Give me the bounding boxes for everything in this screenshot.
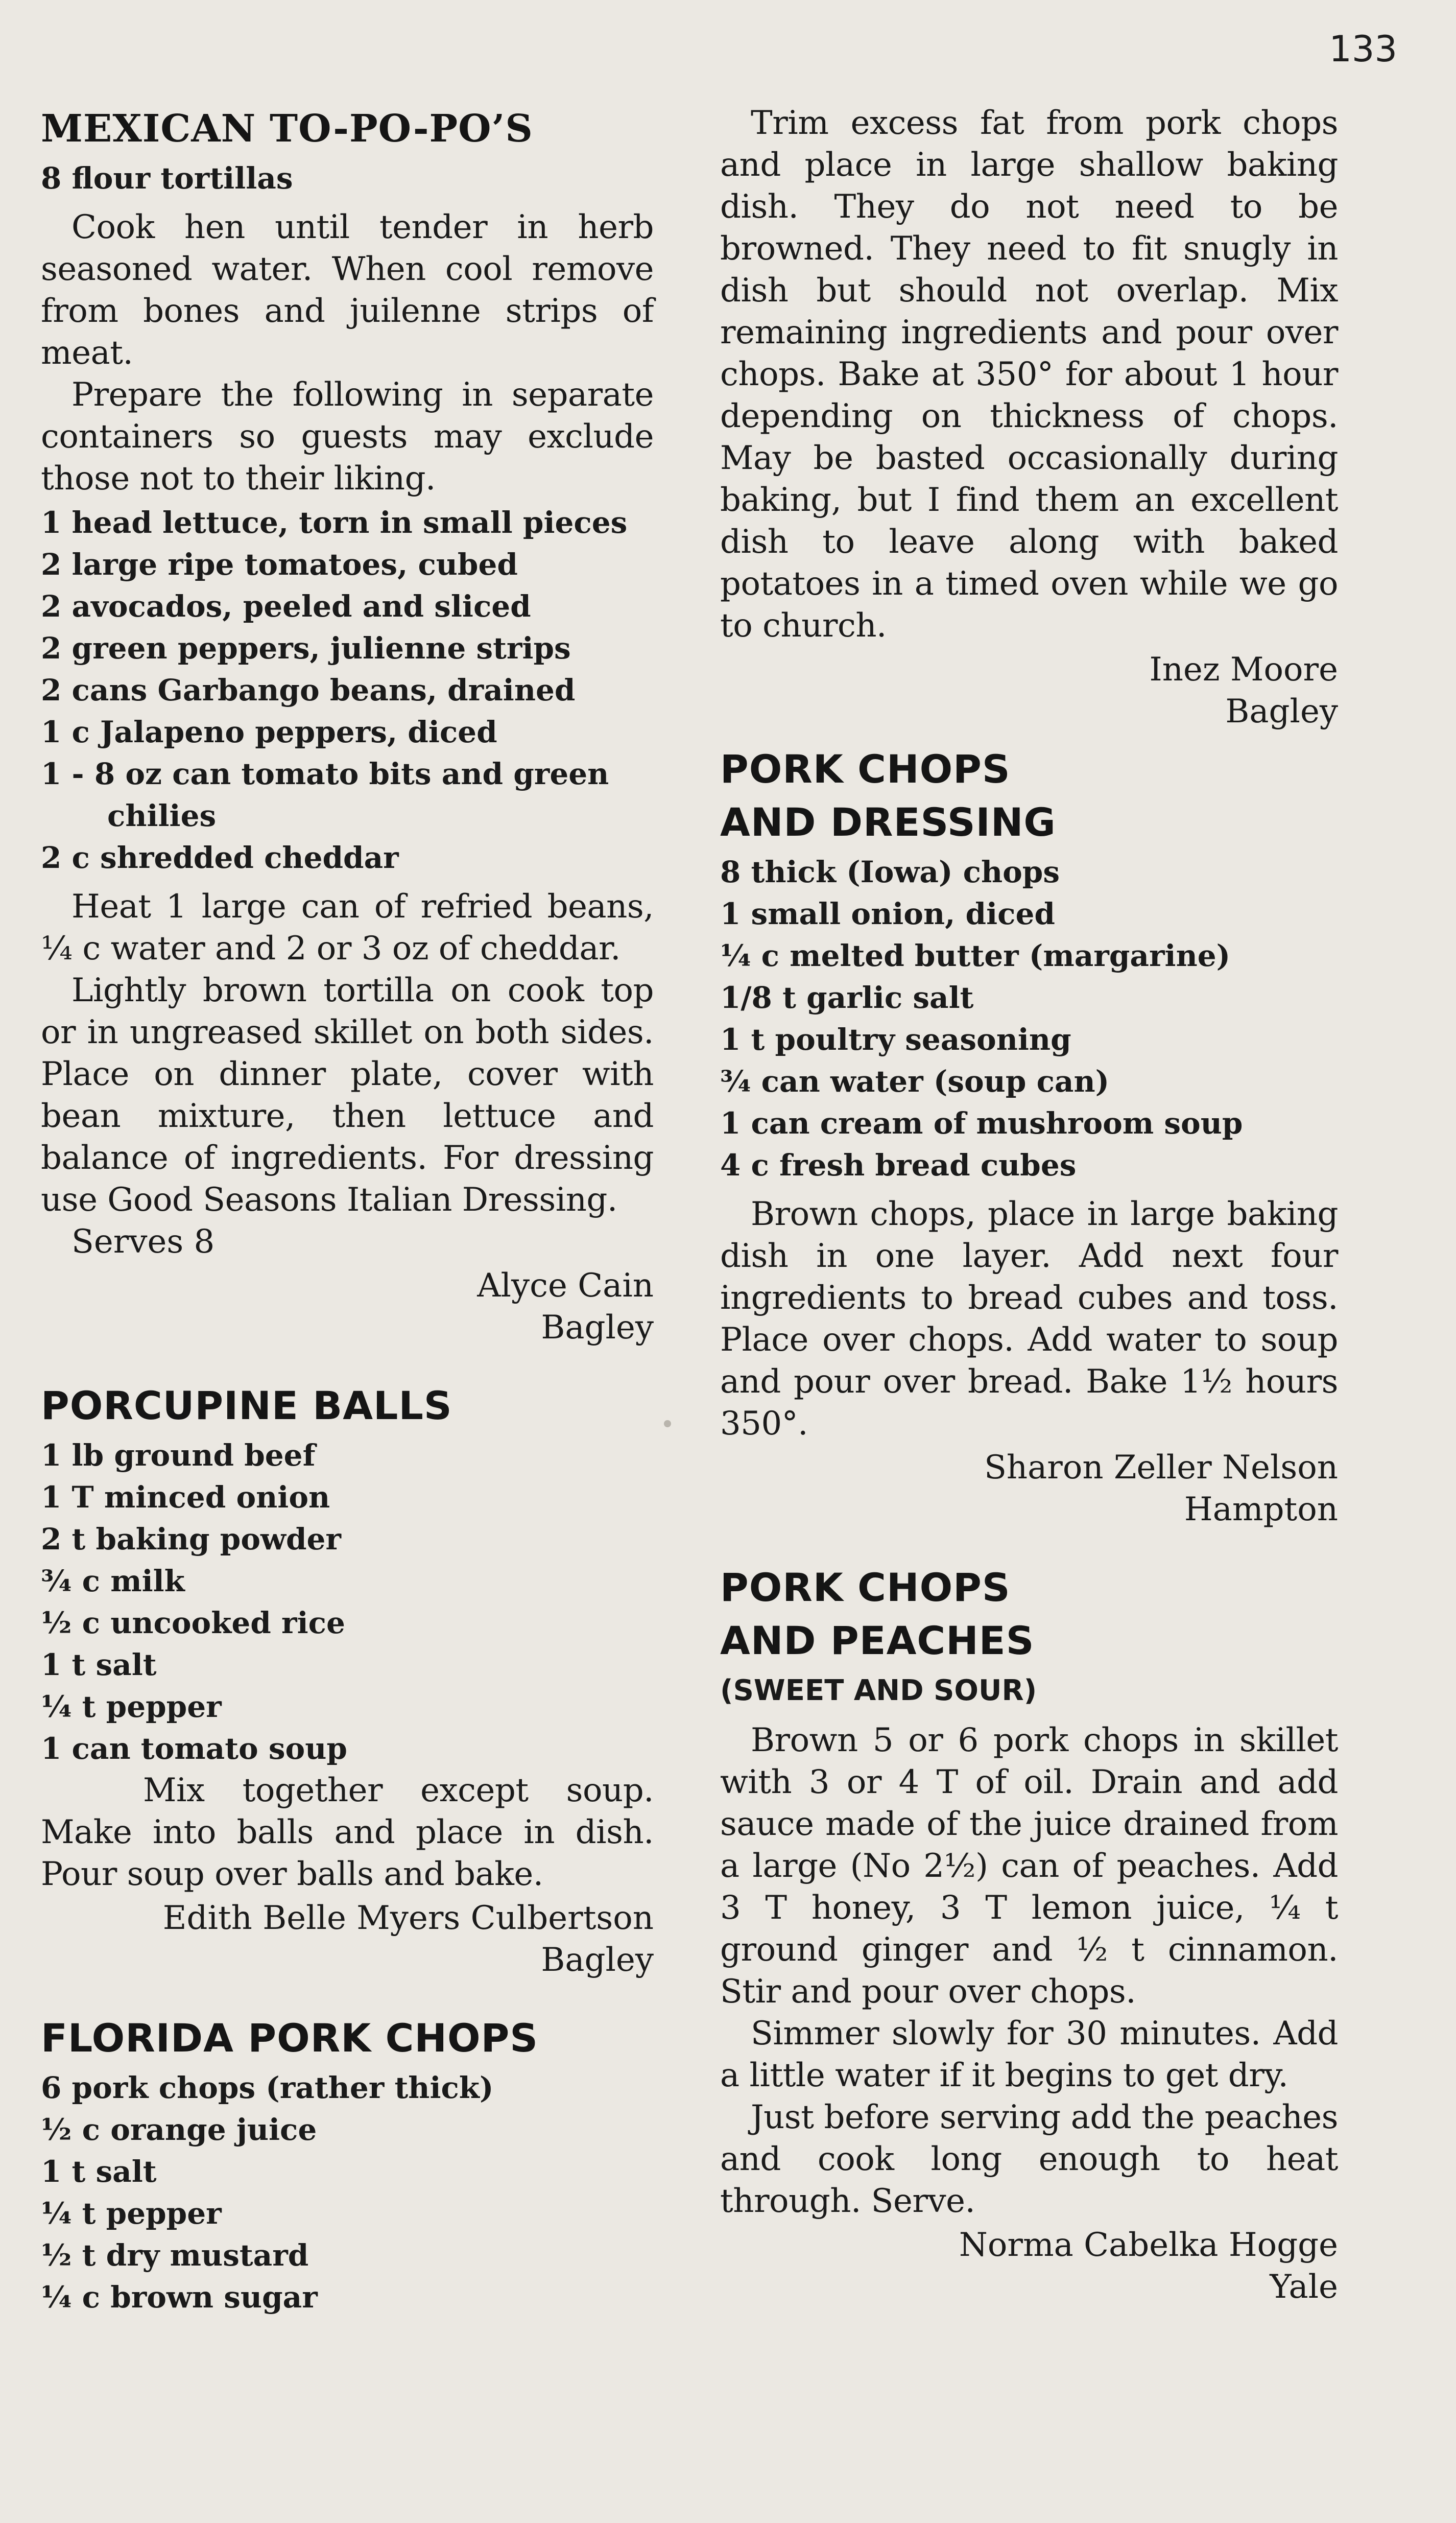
ingredient: ¾ can water (soup can) (720, 1064, 1110, 1099)
ingredient: ¼ t pepper (41, 2196, 222, 2231)
ingredient: ½ t dry mustard (41, 2238, 309, 2273)
ingredient: 2 c shredded cheddar (41, 840, 399, 875)
right-column (720, 102, 1338, 2308)
ingredient: 1 t salt (41, 2154, 157, 2189)
recipe-title-line-1: PORK CHOPS (720, 746, 1011, 792)
ingredient: 1 can tomato soup (41, 1731, 347, 1766)
instruction-paragraph: Simmer slowly for 30 minutes. Add a little water if it begins to get dry. (720, 2015, 1338, 2094)
recipe-florida-pork-chops-continued (720, 102, 1338, 733)
ingredient: 1 head lettuce, torn in small pieces (41, 505, 628, 540)
recipe-title: FLORIDA PORK CHOPS (41, 2015, 539, 2061)
ingredient-list (41, 1434, 654, 1770)
ingredient: 1 lb ground beef (41, 1438, 316, 1473)
ingredient: 1 can cream of mushroom soup (720, 1106, 1243, 1141)
ingredient: 1 c Jalapeno peppers, diced (41, 715, 497, 749)
instruction-paragraph: Prepare the following in separate containers so guests may exclude those not to their liking. (41, 376, 654, 498)
recipe-title-line-2: AND PEACHES (720, 1618, 1035, 1663)
recipe-pork-chops-and-dressing (720, 743, 1338, 1530)
ingredient: 4 c fresh bread cubes (720, 1148, 1077, 1183)
recipe-subtitle: (SWEET AND SOUR) (720, 1674, 1037, 1707)
instruction-paragraph: Heat 1 large can of refried beans, ¼ c water and 2 or 3 oz of cheddar. (41, 888, 654, 968)
recipe-author: Edith Belle Myers Culbertson (162, 1899, 654, 1937)
ingredient: 2 avocados, peeled and sliced (41, 589, 531, 624)
print-speck (664, 1420, 671, 1427)
recipe-author: Inez Moore (1149, 651, 1338, 689)
ingredient: 1/8 t garlic salt (720, 980, 974, 1015)
instruction-paragraph: Lightly brown tortilla on cook top or in ungreased skillet on both sides. Place on dinner plate, cover with bean mixture, then lettuce and balance of ingredients. For dressing use Good Seasons Italian Dressing. (41, 972, 654, 1219)
ingredient: 2 cans Garbango beans, drained (41, 673, 576, 708)
instruction-paragraph: Trim excess fat from pork chops and place in large shallow baking dish. They do not need to be browned. They need to fit snugly in dish but should not overlap. Mix remaining ingredients and pour over chops. Bake at 350° for about 1 hour depending on thickness of chops. May be basted occasionally during baking, but I find them an excellent dish to leave along with baked potatoes in a timed oven while we go to church. (720, 104, 1338, 645)
recipe-mexican-to-po-pos (41, 102, 654, 1349)
instruction-paragraph: Brown 5 or 6 pork chops in skillet with 3 or 4 T of oil. Drain and add sauce made of the juice drained from a large (No 2½) can of peaches. Add 3 T honey, 3 T lemon juice, ¼ t ground ginger and ½ t cinnamon. Stir and pour over chops. (720, 1722, 1338, 2011)
ingredient: 1 T minced onion (41, 1480, 330, 1515)
instruction-paragraph: Cook hen until tender in herb seasoned water. When cool remove from bones and juilenne strips of meat. (41, 208, 654, 372)
ingredient: 1 small onion, diced (720, 897, 1055, 931)
ingredient: ½ c orange juice (41, 2112, 317, 2147)
ingredient: ½ c uncooked rice (41, 1606, 345, 1640)
ingredient: 2 large ripe tomatoes, cubed (41, 547, 518, 582)
recipe-florida-pork-chops (41, 2012, 654, 2318)
instruction-paragraph: Mix together except soup. Make into balls and place in dish. Pour soup over balls and bake. (41, 1772, 654, 1893)
recipe-pork-chops-and-peaches (720, 1561, 1338, 2308)
recipe-title-line-2: AND DRESSING (720, 799, 1056, 845)
ingredient-list (41, 157, 654, 199)
ingredient-list (41, 2067, 654, 2318)
ingredient: 8 flour tortillas (41, 161, 293, 196)
recipe-porcupine-balls (41, 1379, 654, 1981)
recipe-author: Norma Cabelka Hogge (959, 2226, 1338, 2264)
ingredient: ¼ c brown sugar (41, 2280, 318, 2315)
ingredient: 2 t baking powder (41, 1522, 341, 1557)
ingredient: 8 thick (Iowa) chops (720, 855, 1060, 889)
instruction-paragraph: Just before serving add the peaches and cook long enough to heat through. Serve. (720, 2098, 1338, 2220)
recipe-author: Alyce Cain (477, 1267, 654, 1305)
ingredient: 1 - 8 oz can tomato bits and green chilies (41, 757, 609, 833)
ingredient: ¼ c melted butter (margarine) (720, 938, 1231, 973)
ingredient-list (720, 851, 1338, 1186)
left-column (41, 102, 654, 2318)
instruction-paragraph: Brown chops, place in large baking dish in one layer. Add next four ingredients to bread cubes and toss. Place over chops. Add water to soup and pour over bread. Bake 1½ hours 350°. (720, 1195, 1338, 1443)
ingredient: 1 t poultry seasoning (720, 1022, 1071, 1057)
recipe-town: Bagley (541, 1309, 654, 1347)
recipe-town: Yale (1270, 2268, 1338, 2306)
page-number: 133 (1329, 28, 1397, 70)
ingredient-list (41, 502, 654, 879)
recipe-town: Bagley (541, 1941, 654, 1979)
serves-count: Serves 8 (71, 1223, 215, 1261)
recipe-author: Sharon Zeller Nelson (984, 1449, 1338, 1487)
ingredient: ¼ t pepper (41, 1689, 222, 1724)
ingredient: 2 green peppers, julienne strips (41, 631, 571, 666)
recipe-title: MEXICAN TO-PO-PO’S (41, 107, 533, 151)
ingredient: 6 pork chops (rather thick) (41, 2070, 494, 2105)
recipe-title: PORCUPINE BALLS (41, 1383, 452, 1428)
recipe-title-line-1: PORK CHOPS (720, 1565, 1011, 1610)
recipe-town: Hampton (1184, 1491, 1338, 1528)
ingredient: 1 t salt (41, 1647, 157, 1682)
recipe-town: Bagley (1225, 693, 1338, 730)
ingredient: ¾ c milk (41, 1564, 185, 1598)
